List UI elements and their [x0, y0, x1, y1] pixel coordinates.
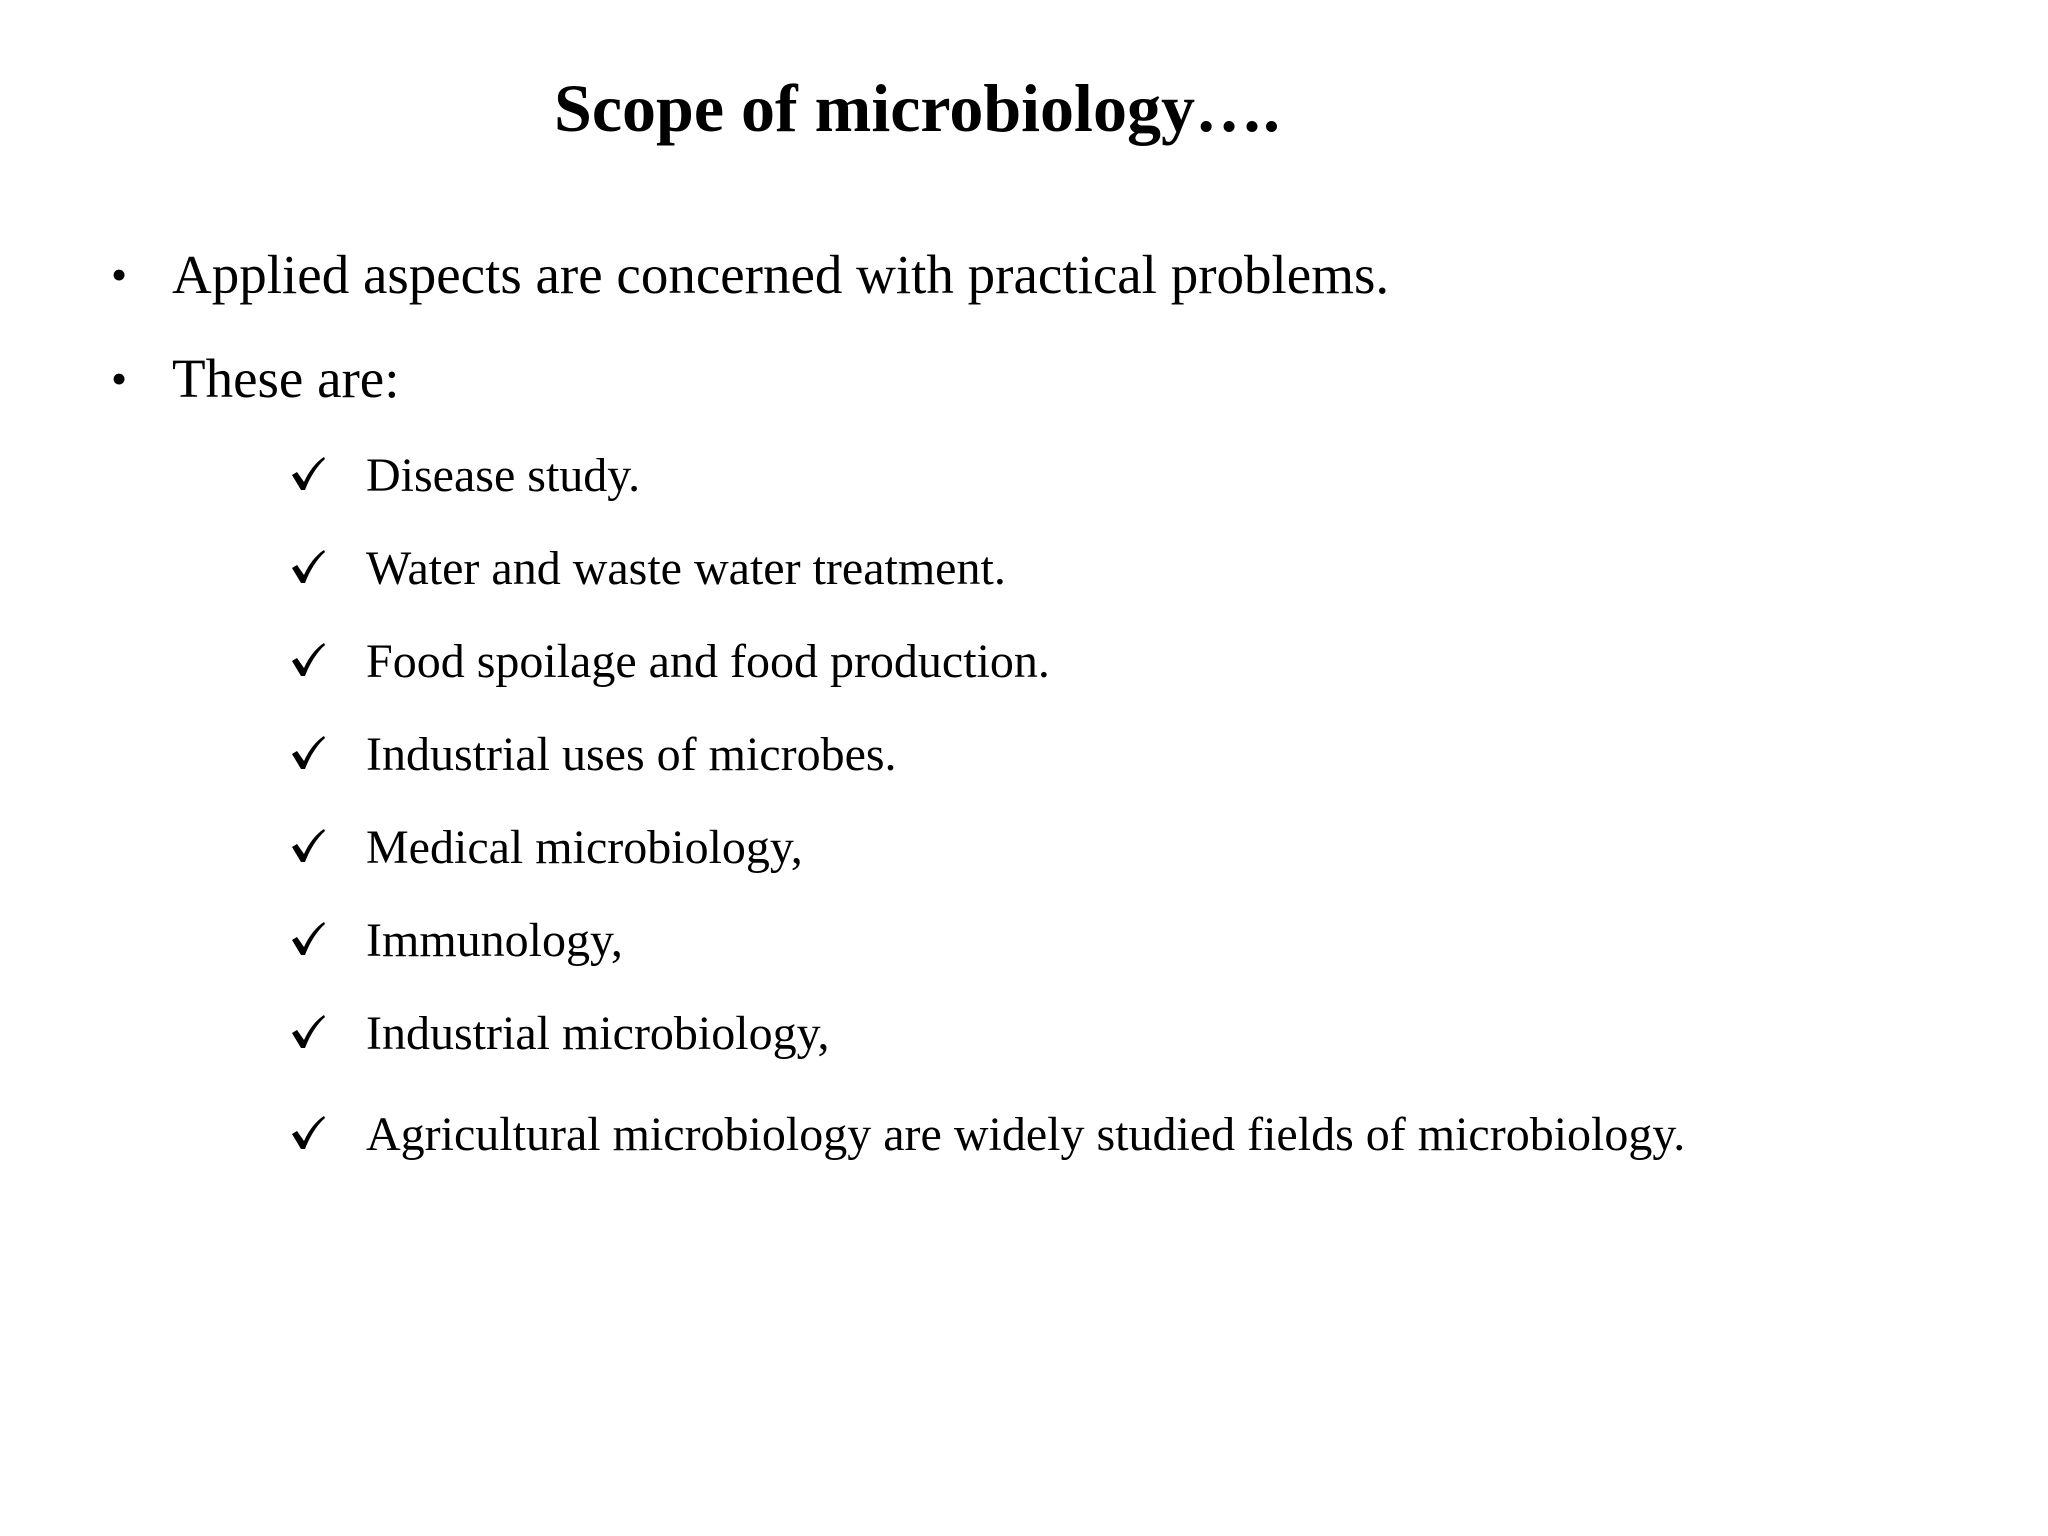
- slide-title: Scope of microbiology….: [554, 70, 1280, 146]
- checklist-text: Agricultural microbiology are widely studied fields of microbiology.: [366, 1108, 1686, 1161]
- checkmark-icon: [290, 456, 326, 492]
- checkmark-icon: [290, 549, 326, 585]
- checklist-text: Food spoilage and food production.: [366, 635, 1050, 688]
- checklist-text: Immunology,: [366, 914, 623, 967]
- checkmark-icon: [290, 828, 326, 864]
- checkmark-icon: [290, 642, 326, 678]
- checklist-text: Industrial microbiology,: [366, 1007, 830, 1060]
- checkmark-icon: [290, 735, 326, 771]
- bullet-text: Applied aspects are concerned with practical problems.: [172, 244, 1390, 305]
- bullet-icon: •: [110, 249, 128, 300]
- checkmark-icon: [290, 921, 326, 957]
- checklist-text: Water and waste water treatment.: [366, 542, 1006, 595]
- checkmark-icon: [290, 1014, 326, 1050]
- checkmark-icon: [290, 1115, 326, 1151]
- checklist-text: Medical microbiology,: [366, 821, 803, 874]
- checklist-text: Disease study.: [366, 449, 641, 502]
- bullet-icon: •: [110, 353, 128, 404]
- bullet-text: These are:: [172, 348, 400, 409]
- checklist-text: Industrial uses of microbes.: [366, 728, 897, 781]
